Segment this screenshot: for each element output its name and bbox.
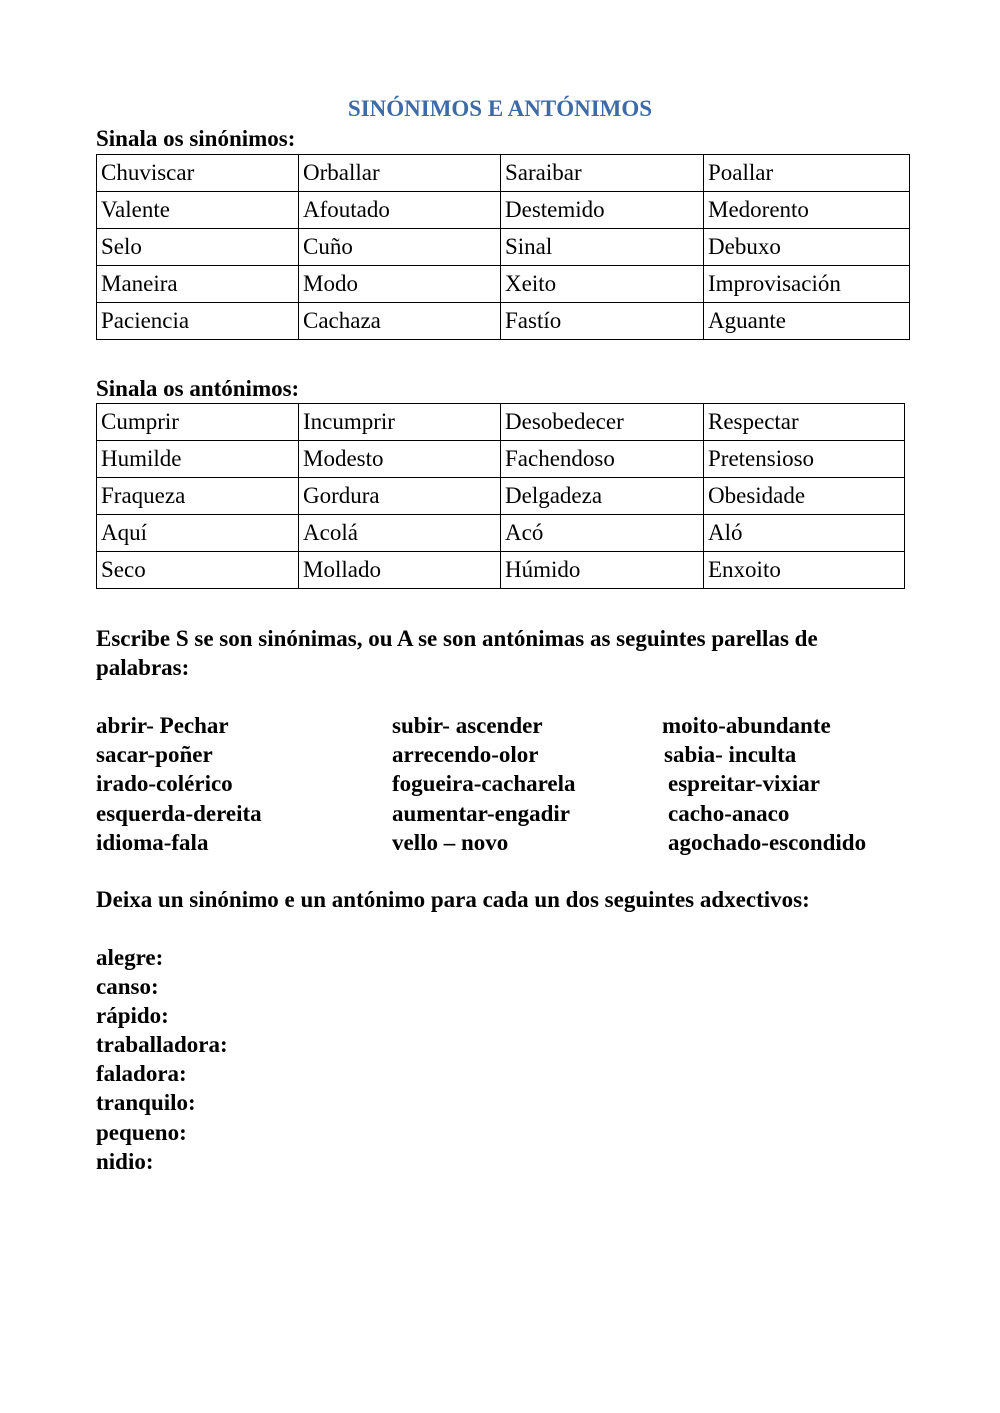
table-cell[interactable]: Medorento	[704, 192, 910, 229]
table-cell[interactable]: Obesidade	[704, 478, 905, 515]
table-row	[97, 155, 910, 192]
table-row	[97, 229, 910, 266]
table-cell[interactable]: Chuviscar	[97, 155, 299, 192]
word-pair: esquerda-dereita	[96, 800, 262, 826]
adjectives-instruction: Deixa un sinónimo e un antónimo para cada un dos seguintes adxectivos:	[96, 887, 810, 912]
table-cell[interactable]: Acolá	[299, 515, 501, 552]
table-cell[interactable]: Sinal	[501, 229, 704, 266]
word-pair: subir- ascender	[392, 713, 543, 738]
table-row	[97, 266, 910, 303]
table-cell[interactable]: Afoutado	[299, 192, 501, 229]
page-title: SINÓNIMOS E ANTÓNIMOS	[347, 96, 653, 121]
table-cell[interactable]: Improvisación	[704, 266, 910, 303]
table-cell[interactable]: Desobedecer	[501, 404, 704, 441]
table-cell[interactable]: Modo	[299, 266, 501, 303]
pairs-instruction: Escribe S se son sinónimas, ou A se son antónimas as seguintes parellas de palabras:	[96, 626, 818, 680]
synonyms-heading: Sinala os sinónimos:	[96, 126, 296, 151]
table-cell[interactable]: Selo	[97, 229, 299, 266]
adjective-item: nidio:	[96, 1148, 154, 1174]
word-pair: vello – novo	[392, 829, 509, 855]
table-row	[97, 441, 905, 478]
table-cell[interactable]: Humilde	[97, 441, 299, 478]
adjective-item: traballadora:	[96, 1032, 228, 1058]
table-cell[interactable]: Húmido	[501, 552, 704, 589]
antonyms-heading: Sinala os antónimos:	[96, 376, 300, 401]
table-cell[interactable]: Cachaza	[299, 303, 501, 340]
table-cell[interactable]: Poallar	[704, 155, 910, 192]
word-pair: agochado-escondido	[668, 829, 867, 855]
word-pair: arrecendo-olor	[392, 742, 539, 768]
table-cell[interactable]: Cumprir	[97, 404, 299, 441]
table-row	[97, 552, 905, 589]
table-cell[interactable]: Destemido	[501, 192, 704, 229]
table-cell[interactable]: Cuño	[299, 229, 501, 266]
table-cell[interactable]: Saraibar	[501, 155, 704, 192]
adjective-item: faladora:	[96, 1061, 187, 1087]
word-pair: sabia- inculta	[664, 742, 797, 768]
adjectives-list	[96, 943, 228, 1176]
table-cell[interactable]: Fachendoso	[501, 441, 704, 478]
table-row	[97, 478, 905, 515]
table-cell[interactable]: Aguante	[704, 303, 910, 340]
synonyms-table	[96, 154, 910, 340]
table-cell[interactable]: Respectar	[704, 404, 905, 441]
table-row	[97, 192, 910, 229]
table-cell[interactable]: Enxoito	[704, 552, 905, 589]
table-cell[interactable]: Aquí	[97, 515, 299, 552]
pairs-column-2	[392, 711, 576, 857]
table-cell[interactable]: Pretensioso	[704, 441, 905, 478]
word-pair: espreitar-vixiar	[668, 771, 821, 797]
table-cell[interactable]: Seco	[97, 552, 299, 589]
antonyms-table	[96, 403, 905, 589]
word-pair: aumentar-engadir	[392, 800, 571, 826]
table-row	[97, 515, 905, 552]
adjective-item: tranquilo:	[96, 1090, 196, 1116]
table-cell[interactable]: Aló	[704, 515, 905, 552]
table-cell[interactable]: Acó	[501, 515, 704, 552]
word-pair: idioma-fala	[96, 829, 209, 855]
pairs-column-3	[662, 711, 866, 857]
table-cell[interactable]: Fraqueza	[97, 478, 299, 515]
table-cell[interactable]: Orballar	[299, 155, 501, 192]
table-cell[interactable]: Valente	[97, 192, 299, 229]
table-row	[97, 303, 910, 340]
word-pair: moito-abundante	[662, 713, 831, 738]
table-cell[interactable]: Mollado	[299, 552, 501, 589]
table-cell[interactable]: Paciencia	[97, 303, 299, 340]
table-cell[interactable]: Fastío	[501, 303, 704, 340]
adjective-item: alegre:	[96, 945, 164, 970]
table-row	[97, 404, 905, 441]
word-pair: sacar-poñer	[96, 742, 213, 768]
table-cell[interactable]: Delgadeza	[501, 478, 704, 515]
table-cell[interactable]: Modesto	[299, 441, 501, 478]
table-cell[interactable]: Maneira	[97, 266, 299, 303]
word-pair: fogueira-cacharela	[392, 771, 576, 797]
word-pair: irado-colérico	[96, 771, 233, 797]
table-cell[interactable]: Debuxo	[704, 229, 910, 266]
table-cell[interactable]: Gordura	[299, 478, 501, 515]
table-cell[interactable]: Xeito	[501, 266, 704, 303]
adjective-item: pequeno:	[96, 1119, 187, 1145]
word-pair: abrir- Pechar	[96, 713, 229, 738]
word-pair: cacho-anaco	[668, 800, 790, 826]
table-cell[interactable]: Incumprir	[299, 404, 501, 441]
adjective-item: canso:	[96, 974, 159, 1000]
adjective-item: rápido:	[96, 1003, 169, 1029]
pairs-column-1	[96, 711, 262, 857]
